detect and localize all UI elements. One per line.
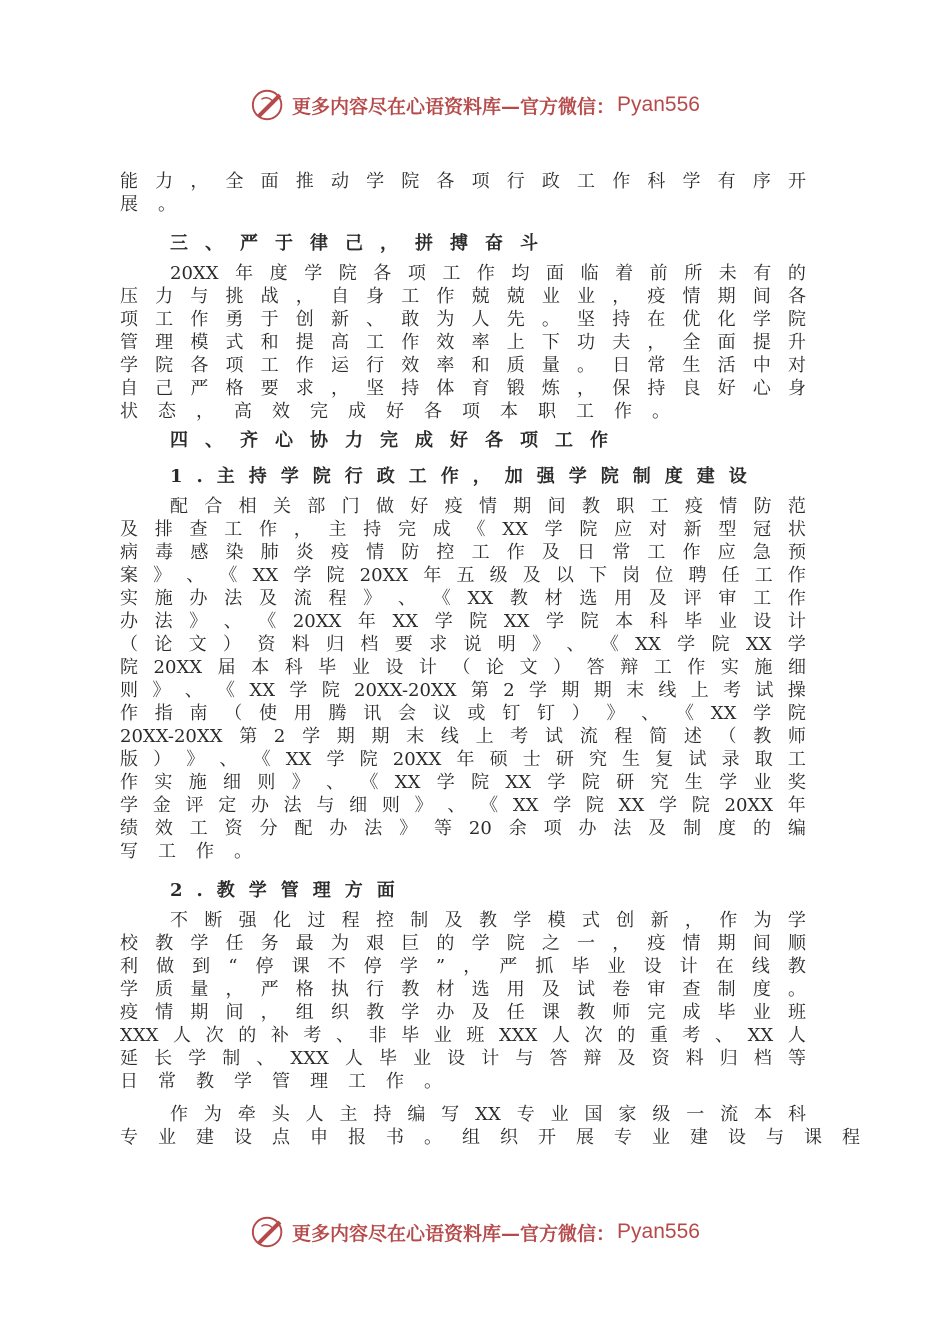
section-heading-3: 三、严于律己，拼搏奋斗: [170, 233, 555, 254]
text-line: 项 工 作 勇 于 创 新 、 敢 为 人 先 。 坚 持 在 优 化 学 院: [120, 309, 806, 330]
text-line: 案 》 、 《 XX 学 院 20XX 年 五 级 及 以 下 岗 位 聘 任 工 作: [120, 565, 806, 586]
footer-banner: [0, 1212, 950, 1252]
text-line: 病 毒 感 染 肺 炎 疫 情 防 控 工 作 及 日 常 工 作 应 急 预: [120, 542, 806, 563]
text-line: 20XX-20XX 第 2 学 期 期 末 线 上 考 试 流 程 简 述 （ 教 师: [120, 726, 806, 747]
text-line: 及 排 查 工 作 ， 主 持 完 成 《 XX 学 院 应 对 新 型 冠 状: [120, 519, 806, 540]
text-line: 则 》 、 《 XX 学 院 20XX-20XX 第 2 学 期 期 末 线 上 考 试 操: [120, 680, 806, 701]
text-line: 延 长 学 制 、 XXX 人 毕 业 设 计 与 答 辩 及 资 料 归 档 等: [120, 1048, 806, 1069]
text-line: 能 力 ， 全 面 推 动 学 院 各 项 行 政 工 作 科 学 有 序 开: [120, 171, 806, 192]
text-line: 绩 效 工 资 分 配 办 法 》 等 20 余 项 办 法 及 制 度 的 编: [120, 818, 806, 839]
header-banner: [0, 85, 950, 125]
text-line: 校 教 学 任 务 最 为 艰 巨 的 学 院 之 一 ， 疫 情 期 间 顺: [120, 933, 806, 954]
text-line: 日 常 教 学 管 理 工 作 。: [120, 1071, 462, 1092]
text-line: XXX 人 次 的 补 考 、 非 毕 业 班 XXX 人 次 的 重 考 、 XX 人: [120, 1025, 806, 1046]
text-line: 写 工 作 。: [120, 841, 272, 862]
text-line: 实 施 办 法 及 流 程 》 、 《 XX 教 材 选 用 及 评 审 工 作: [120, 588, 806, 609]
wechat-id: Pyan556: [617, 1220, 700, 1243]
text-line: 作 为 牵 头 人 主 持 编 写 XX 专 业 国 家 级 一 流 本 科: [170, 1104, 806, 1125]
text-line: 配 合 相 关 部 门 做 好 疫 情 期 间 教 职 工 疫 情 防 范: [170, 496, 806, 517]
section-heading-4: 四、齐心协力完成好各项工作: [170, 430, 625, 451]
wechat-id: Pyan556: [617, 93, 700, 116]
text-line: 作 实 施 细 则 》 、 《 XX 学 院 XX 学 院 研 究 生 学 业 奖: [120, 772, 806, 793]
banner-text: 更多内容尽在心语资料库—官方微信：: [292, 1222, 616, 1245]
text-line: 展 。: [120, 194, 196, 215]
text-line: 学 金 评 定 办 法 与 细 则 》 、 《 XX 学 院 XX 学 院 20XX 年: [120, 795, 806, 816]
text-line: 专 业 建 设 点 申 报 书 。 组 织 开 展 专 业 建 设 与 课 程: [120, 1127, 880, 1148]
text-line: 不 断 强 化 过 程 控 制 及 教 学 模 式 创 新 ， 作 为 学: [170, 910, 806, 931]
text-line: 办 法 》 、 《 20XX 年 XX 学 院 XX 学 院 本 科 毕 业 设 计: [120, 611, 806, 632]
pen-logo-icon: [250, 1213, 288, 1251]
document-body: [120, 170, 880, 1149]
text-line: 作 指 南 （ 使 用 腾 讯 会 议 或 钉 钉 ） 》 、 《 XX 学 院: [120, 703, 806, 724]
banner-text: 更多内容尽在心语资料库—官方微信：: [292, 95, 616, 118]
text-line: 压 力 与 挑 战 ， 自 身 工 作 兢 兢 业 业 ， 疫 情 期 间 各: [120, 286, 806, 307]
text-line: 管 理 模 式 和 提 高 工 作 效 率 上 下 功 夫 ， 全 面 提 升: [120, 332, 806, 353]
text-line: 学 质 量 ， 严 格 执 行 教 材 选 用 及 试 卷 审 查 制 度 。: [120, 979, 806, 1000]
text-line: （ 论 文 ） 资 料 归 档 要 求 说 明 》 、 《 XX 学 院 XX 学: [120, 634, 806, 655]
text-line: 自 己 严 格 要 求 ， 坚 持 体 育 锻 炼 ， 保 持 良 好 心 身: [120, 378, 806, 399]
subheading-4-2: 2.教学管理方面: [170, 880, 409, 901]
text-line: 疫 情 期 间 ， 组 织 教 学 办 及 任 课 教 师 完 成 毕 业 班: [120, 1002, 806, 1023]
text-line: 20XX 年 度 学 院 各 项 工 作 均 面 临 着 前 所 未 有 的: [170, 263, 806, 284]
text-line: 状 态 ， 高 效 完 成 好 各 项 本 职 工 作 。: [120, 401, 690, 422]
subheading-4-1: 1.主持学院行政工作，加强学院制度建设: [170, 466, 761, 487]
text-line: 学 院 各 项 工 作 运 行 效 率 和 质 量 。 日 常 生 活 中 对: [120, 355, 806, 376]
pen-logo-icon: [250, 86, 288, 124]
text-line: 利 做 到 “ 停 课 不 停 学 ” ， 严 抓 毕 业 设 计 在 线 教: [120, 956, 806, 977]
text-line: 院 20XX 届 本 科 毕 业 设 计 （ 论 文 ） 答 辩 工 作 实 施 细: [120, 657, 806, 678]
text-line: 版 ） 》 、 《 XX 学 院 20XX 年 硕 士 研 究 生 复 试 录 取 工: [120, 749, 806, 770]
